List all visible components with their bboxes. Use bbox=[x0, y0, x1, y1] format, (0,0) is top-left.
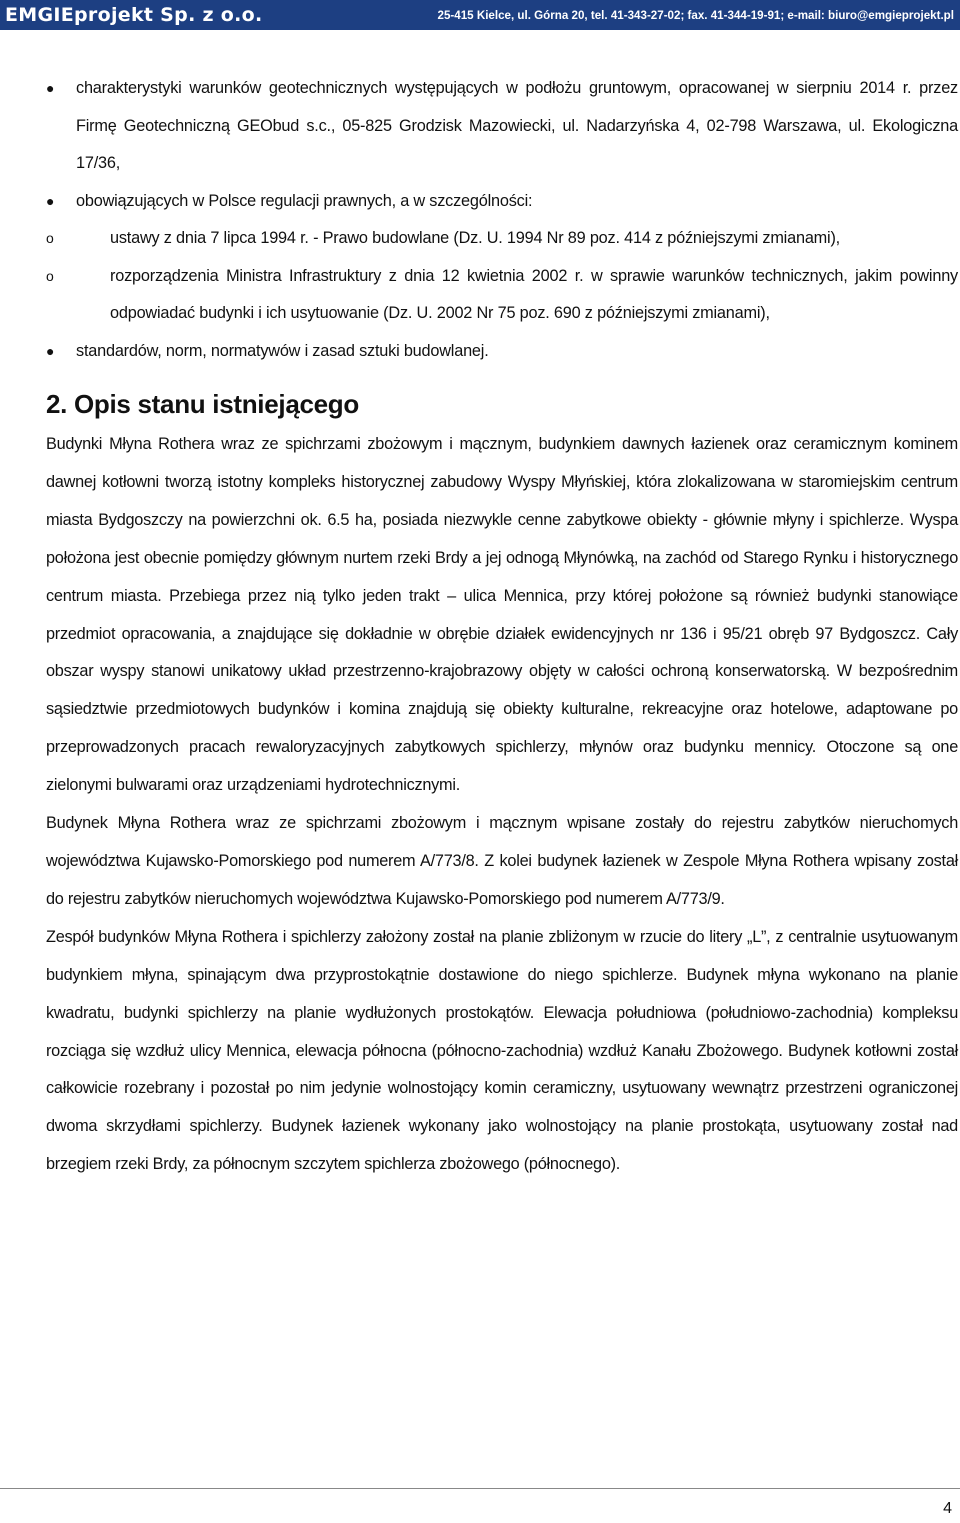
list-item-text: standardów, norm, normatywów i zasad sztuki budowlanej. bbox=[76, 341, 489, 360]
company-contact: 25-415 Kielce, ul. Górna 20, tel. 41-343-27-02; fax. 41-344-19-91; e-mail: biuro@emgieprojekt.pl bbox=[437, 8, 954, 22]
section-heading: 2. Opis stanu istniejącego bbox=[46, 389, 359, 419]
circle-bullet-icon: o bbox=[46, 267, 54, 284]
sub-list-item bbox=[46, 220, 958, 258]
company-name: EMGIEprojekt Sp. z o.o. bbox=[5, 4, 263, 26]
paragraph: Budynek Młyna Rothera wraz ze spichrzami zbożowym i mącznym wpisane zostały do rejestru zabytków nieruchomych województwa Kujawsko-Pomorskiego pod numerem A/773/8. Z kolei budynek łazienek w Zespole Młyna Rothera wpisany został do rejestru zabytków nieruchomych województwa Kujawsko-Pomorskiego pod numerem A/773/9. bbox=[46, 814, 958, 908]
list-item bbox=[46, 333, 958, 371]
sub-list bbox=[46, 220, 958, 333]
footer-divider bbox=[0, 1488, 960, 1489]
sub-list-item-text: rozporządzenia Ministra Infrastruktury z dnia 12 kwietnia 2002 r. w sprawie warunków technicznych, jakim powinny odpowiadać budynki i ich usytuowanie (Dz. U. 2002 Nr 75 poz. 690 z późniejszymi zmianami), bbox=[110, 266, 958, 322]
list-item bbox=[46, 70, 958, 183]
list-item bbox=[46, 183, 958, 333]
paragraph: Zespół budynków Młyna Rothera i spichlerzy założony został na planie zbliżonym w rzucie do litery „L”, z centralnie usytuowanym budynkiem młyna, spinającym dwa przyprostokątnie dostawione do niego spichlerze. Budynek młyna wykonano na planie kwadratu, budynki spichlerzy na planie wydłużonych prostokątów. Elewacja południowa (południowo-zachodnia) kompleksu rozciąga się wzdłuż ulicy Mennica, elewacja północna (północno-zachodnia) wzdłuż Kanału Zbożowego. Budynek kotłowni został całkowicie rozebrany i pozostał po nim jedynie wolnostojący komin ceramiczny, usytuowany wewnątrz przestrzeni ograniczonej dwoma skrzydłami spichlerzy. Budynek łazienek wykonany jako wolnostojący na planie prostokąta, usytuowany został nad brzegiem rzeki Brdy, za północnym szczytem spichlerza zbożowego (północnego). bbox=[46, 927, 958, 1174]
page-number: 4 bbox=[943, 1500, 952, 1517]
bullet-icon: ● bbox=[46, 80, 55, 96]
list-item-text: charakterystyki warunków geotechnicznych występujących w podłożu gruntowym, opracowanej w sierpniu 2014 r. przez Firmę Geotechniczną GEObud s.c., 05-825 Grodzisk Mazowiecki, ul. Nadarzyńska 4, 02-798 Warszawa, ul. Ekologiczna 17/36, bbox=[76, 79, 958, 172]
paragraph: Budynki Młyna Rothera wraz ze spichrzami zbożowym i mącznym, budynkiem dawnych łazienek oraz ceramicznym kominem dawnej kotłowni tworzą istotny kompleks historycznej zabudowy Wyspy Młyńskiej, która zlokalizowana w staromiejskim centrum miasta Bydgoszczy na powierzchni ok. 6.5 ha, posiada niezwykle cenne zabytkowe obiekty - głównie młyny i spichlerze. Wyspa położona jest obecnie pomiędzy głównym nurtem rzeki Brdy a jej odnogą Młynówką, na zachód od Starego Rynku i historycznego centrum miasta. Przebiega przez nią tylko jeden trakt – ulica Mennica, przy której położone są również budynki stanowiące przedmiot opracowania, a znajdujące się dokładnie w obrębie działek ewidencyjnych nr 136 i 95/21 obręb 97 Bydgoszcz. Cały obszar wyspy stanowi unikatowy układ przestrzenno-krajobrazowy objęty w całości ochroną konserwatorską. W bezpośrednim sąsiedztwie przedmiotowych budynków i komina znajdują się obiekty kulturalne, rekreacyjne oraz hotelowe, adaptowane po przeprowadzonych pracach rewaloryzacyjnych zabytkowych spichlerzy, młynów oraz budynku mennicy. Otoczone są one zielonymi bulwarami oraz urządzeniami hydrotechnicznymi. bbox=[46, 435, 958, 795]
circle-bullet-icon: o bbox=[46, 230, 54, 246]
document-body bbox=[46, 70, 958, 1184]
sub-list-item bbox=[46, 258, 958, 333]
bullet-list bbox=[46, 70, 958, 370]
bullet-icon: ● bbox=[46, 342, 55, 359]
sub-list-item-text: ustawy z dnia 7 lipca 1994 r. - Prawo budowlane (Dz. U. 1994 Nr 89 poz. 414 z późniejszymi zmianami), bbox=[110, 229, 840, 247]
bullet-icon: ● bbox=[46, 192, 55, 209]
page-header bbox=[0, 0, 960, 30]
list-item-text: obowiązujących w Polsce regulacji prawnych, a w szczególności: bbox=[76, 191, 533, 210]
